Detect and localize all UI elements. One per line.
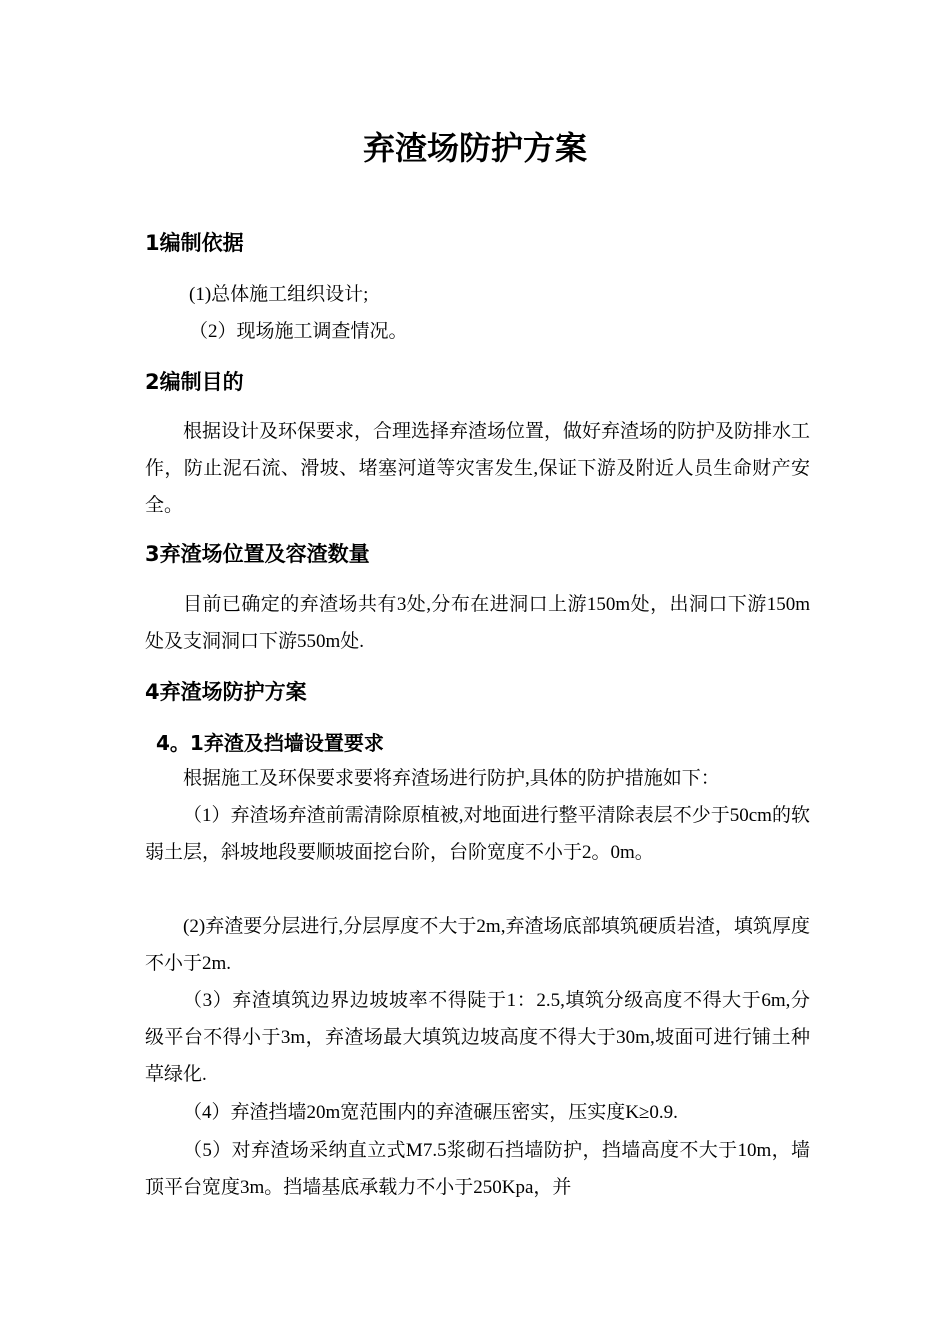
measure-item-5: （5）对弃渣场采纳直立式M7.5浆砌石挡墙防护，挡墙高度不大于10m，墙顶平台宽度3m。挡墙基底承载力不小于250Kpa，并 — [145, 1140, 810, 1198]
location-paragraph: 目前已确定的弃渣场共有3处,分布在进洞口上游150m处，出洞口下游150m处及支洞洞口下游550m处. — [145, 594, 810, 652]
purpose-paragraph: 根据设计及环保要求，合理选择弃渣场位置，做好弃渣场的防护及防排水工作，防止泥石流、滑坡、堵塞河道等灾害发生,保证下游及附近人员生命财产安全。 — [145, 421, 811, 516]
basis-item-2: （2）现场施工调查情况。 — [189, 321, 408, 342]
measure-item-2: (2)弃渣要分层进行,分层厚度不大于2m,弃渣场底部填筑硬质岩渣，填筑厚度不小于2m. — [145, 916, 810, 974]
measures-intro: 根据施工及环保要求要将弃渣场进行防护,具体的防护措施如下： — [183, 768, 720, 789]
section-heading-2: 2编制目的 — [145, 370, 244, 394]
measure-item-3: （3）弃渣填筑边界边坡坡率不得陡于1：2.5,填筑分级高度不得大于6m,分级平台不得小于3m，弃渣场最大填筑边坡高度不得大于30m,坡面可进行铺土种草绿化. — [145, 990, 810, 1085]
section-heading-1: 1编制依据 — [145, 231, 244, 255]
document-title: 弃渣场防护方案 — [362, 129, 587, 167]
section-heading-4: 4弃渣场防护方案 — [145, 680, 307, 704]
basis-item-1: (1)总体施工组织设计; — [189, 284, 369, 305]
subsection-heading-4-1: 4。1弃渣及挡墙设置要求 — [156, 731, 384, 755]
measure-item-1: （1）弃渣场弃渣前需清除原植被,对地面进行整平清除表层不少于50cm的软弱土层，斜坡地段要顺坡面挖台阶，台阶宽度不小于2。0m。 — [145, 805, 810, 863]
section-heading-3: 3弃渣场位置及容渣数量 — [145, 542, 370, 566]
measure-item-4: （4）弃渣挡墙20m宽范围内的弃渣碾压密实，压实度K≥0.9. — [183, 1102, 678, 1123]
